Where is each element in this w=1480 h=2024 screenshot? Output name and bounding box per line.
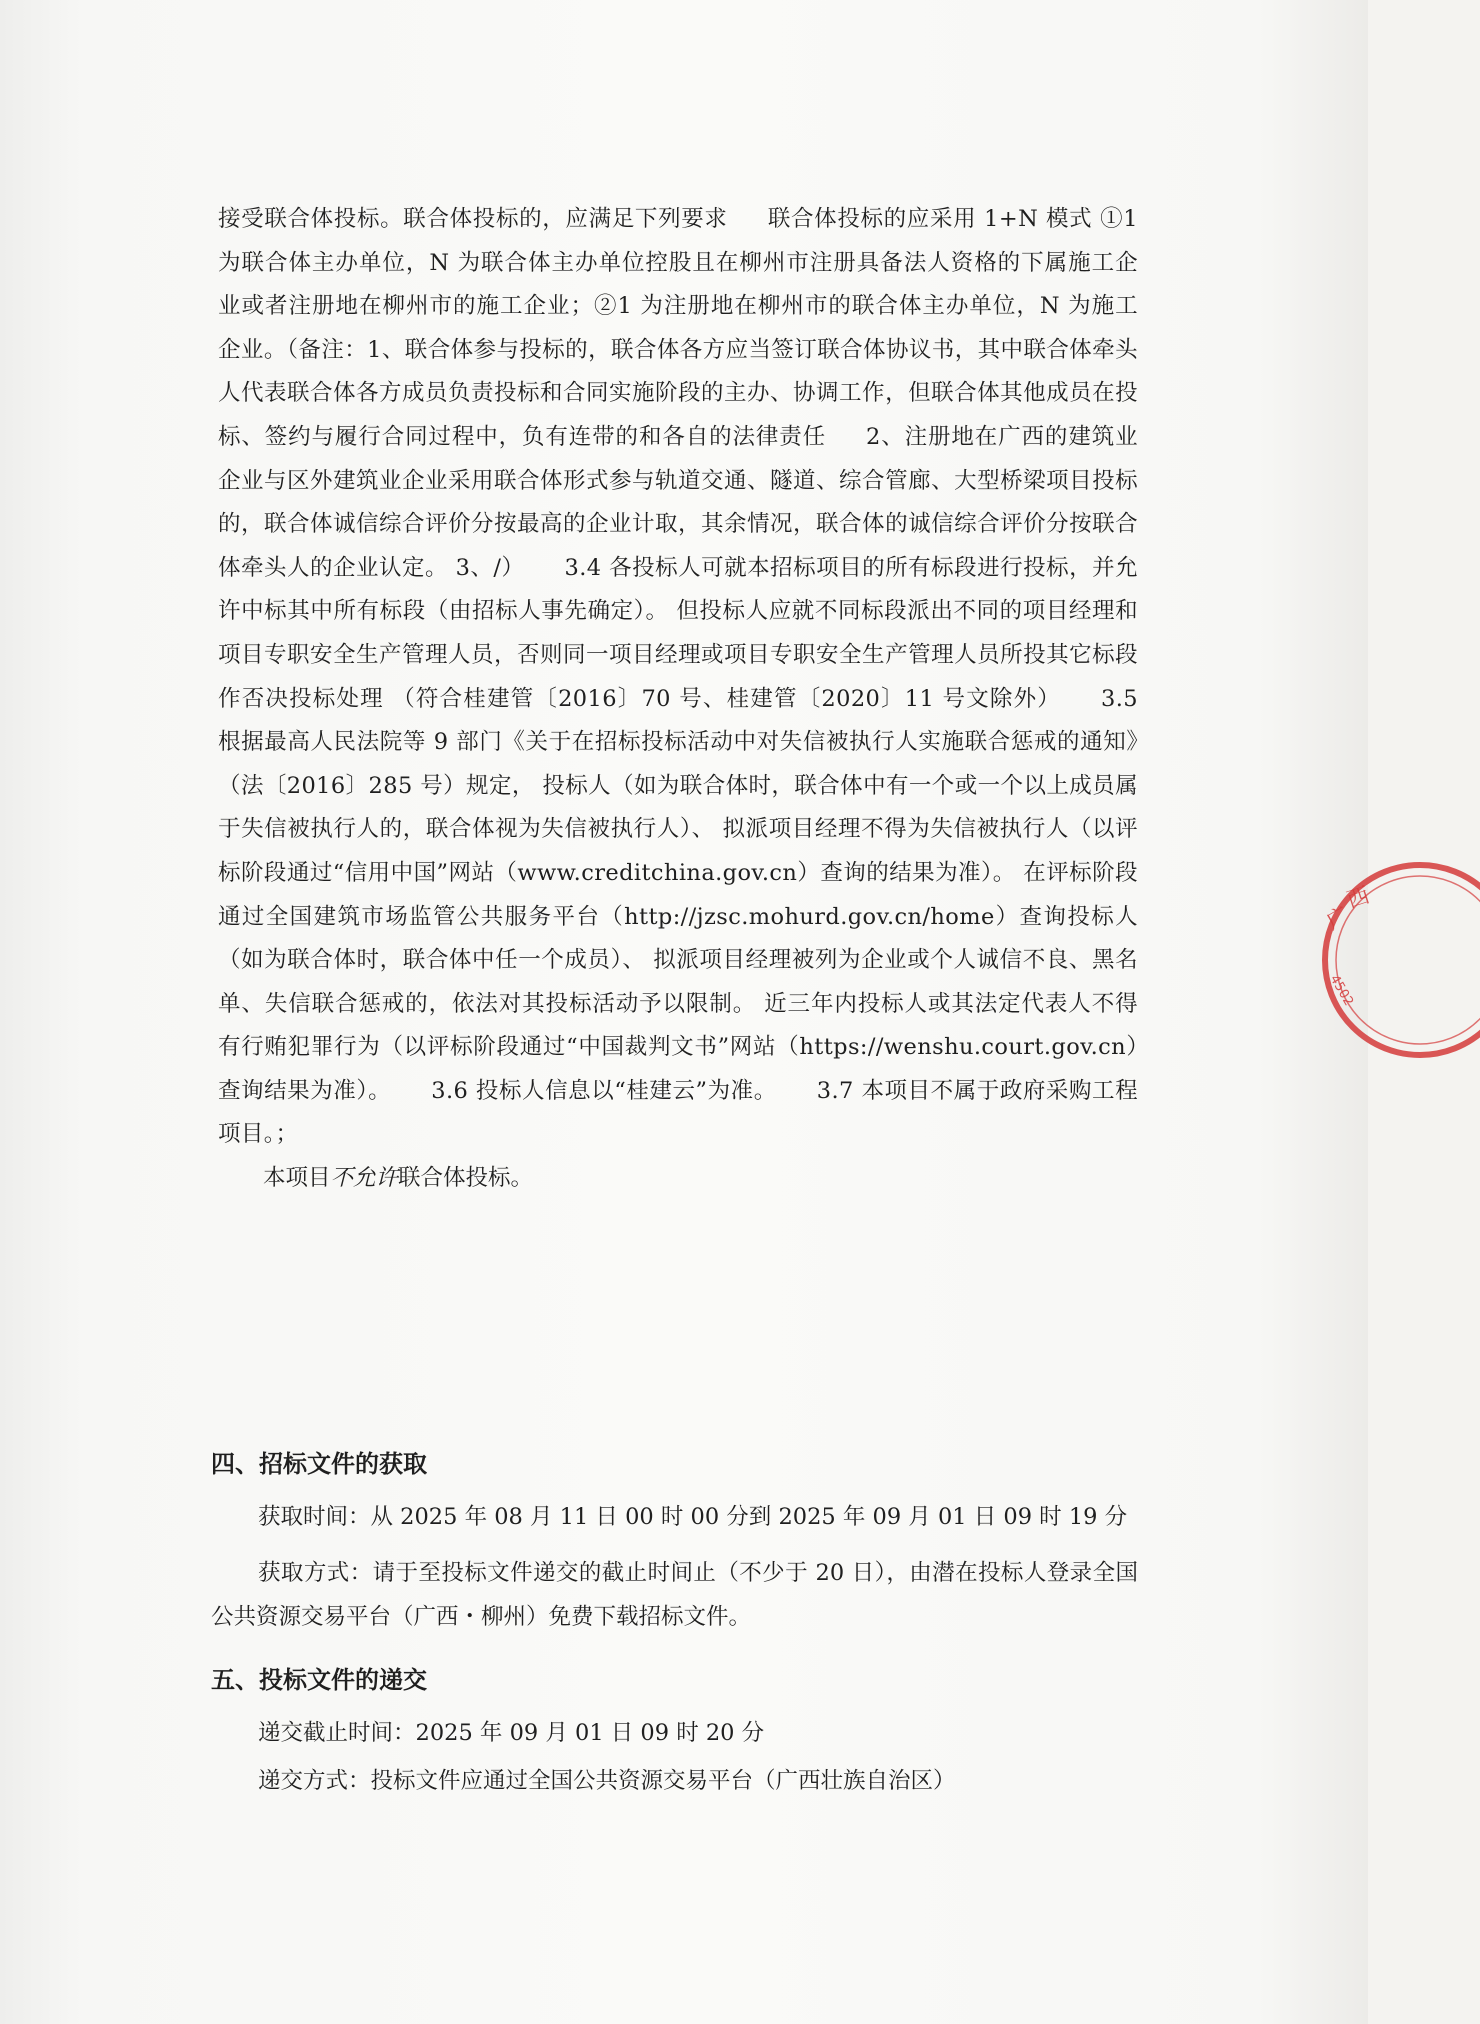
section4-heading: 四、招标文件的获取	[211, 1450, 427, 1478]
official-seal-stamp	[1310, 860, 1480, 1060]
clause-3-4: 3.4 各投标人可就本招标项目的所有标段进行投标，并允许中标其中所有标段（由招标人事先确定）。 但投标人应就不同标段派出不同的项目经理和项目专职安全生产管理人员，否则同一项目经理或项目专职安全生产管理人员所投其它标段作否决投标处理 （符合桂建管〔2016〕70 号、桂建管〔2020〕11 号文除外）	[218, 554, 1138, 712]
joint-bid-intro: 接受联合体投标。联合体投标的，应满足下列要求	[218, 206, 728, 232]
section3-continuation	[218, 198, 1138, 1201]
requirements-paragraph	[218, 198, 1138, 1157]
submission-deadline: 递交截止时间：2025 年 09 月 01 日 09 时 20 分	[258, 1720, 765, 1746]
svg-text:4502: 4502	[1326, 972, 1357, 1009]
clause-3-6: 3.6 投标人信息以“桂建云”为准。	[431, 1077, 777, 1104]
joint-bid-statement: 本项目不允许联合体投标。	[263, 1165, 534, 1192]
joint-bid-status: 不允许	[330, 1165, 399, 1192]
section5-heading: 五、投标文件的递交	[211, 1666, 427, 1694]
consortium-note-2: 2、注册地在广西的建筑业企业与区外建筑业企业采用联合体形式参与轨道交通、隧道、综合管廊、大型桥梁项目投标的，联合体诚信综合评价分按最高的企业计取，其余情况，联合体的诚信综合评价分按联合体牵头人的企业认定。 3、/）	[218, 423, 1138, 581]
svg-text:西: 西	[1344, 883, 1373, 914]
acquisition-method: 获取方式：请于至投标文件递交的截止时间止（不少于 20 日），由潜在投标人登录全国公共资源交易平台（广西・柳州）免费下载招标文件。	[211, 1560, 1138, 1630]
clause-3-5: 3.5 根据最高人民法院等 9 部门《关于在招标投标活动中对失信被执行人实施联合惩戒的通知》（法〔2016〕285 号）规定， 投标人（如为联合体时，联合体中有一个或一个以上成员属于失信被执行人的，联合体视为失信被执行人）、 拟派项目经理不得为失信被执行人（以评标阶段通过“信用中国”网站（www.creditchina.gov.cn）查询的结果为准）。 在评标阶段通过全国建筑市场监管公共服务平台（http://jzsc.mohurd.gov.cn/home）查询投标人（如为联合体时，联合体中任一个成员）、 拟派项目经理被列为企业或个人诚信不良、黑名单、失信联合惩戒的，依法对其投标活动予以限制。 近三年内投标人或其法定代表人不得有行贿犯罪行为（以评标阶段通过“中国裁判文书”网站（https://wenshu.court.gov.cn）查询结果为准）。	[218, 685, 1138, 1104]
joint-bid-mode: 联合体投标的应采用 1+N 模式 ①1 为联合体主办单位，N 为联合体主办单位控股且在柳州市注册具备法人资格的下属施工企业或者注册地在柳州市的施工企业；②1 为注册地在柳州市的联合体主办单位，N 为施工企业。（备注：1、联合体参与投标的，联合体各方应当签订联合体协议书，其中联合体牵头人代表联合体各方成员负责投标和合同实施阶段的主办、协调工作，但联合体其他成员在投标、签约与履行合同过程中，负有连带的和各自的法律责任	[218, 206, 1138, 450]
submission-method: 递交方式：投标文件应通过全国公共资源交易平台（广西壮族自治区）	[258, 1768, 956, 1794]
svg-text:广: 广	[1322, 902, 1355, 936]
acquisition-time: 获取时间：从 2025 年 08 月 11 日 00 时 00 分到 2025 年 09 月 01 日 09 时 19 分	[258, 1504, 1128, 1530]
clause-3-7: 3.7 本项目不属于政府采购工程项目。；	[218, 1077, 1139, 1148]
